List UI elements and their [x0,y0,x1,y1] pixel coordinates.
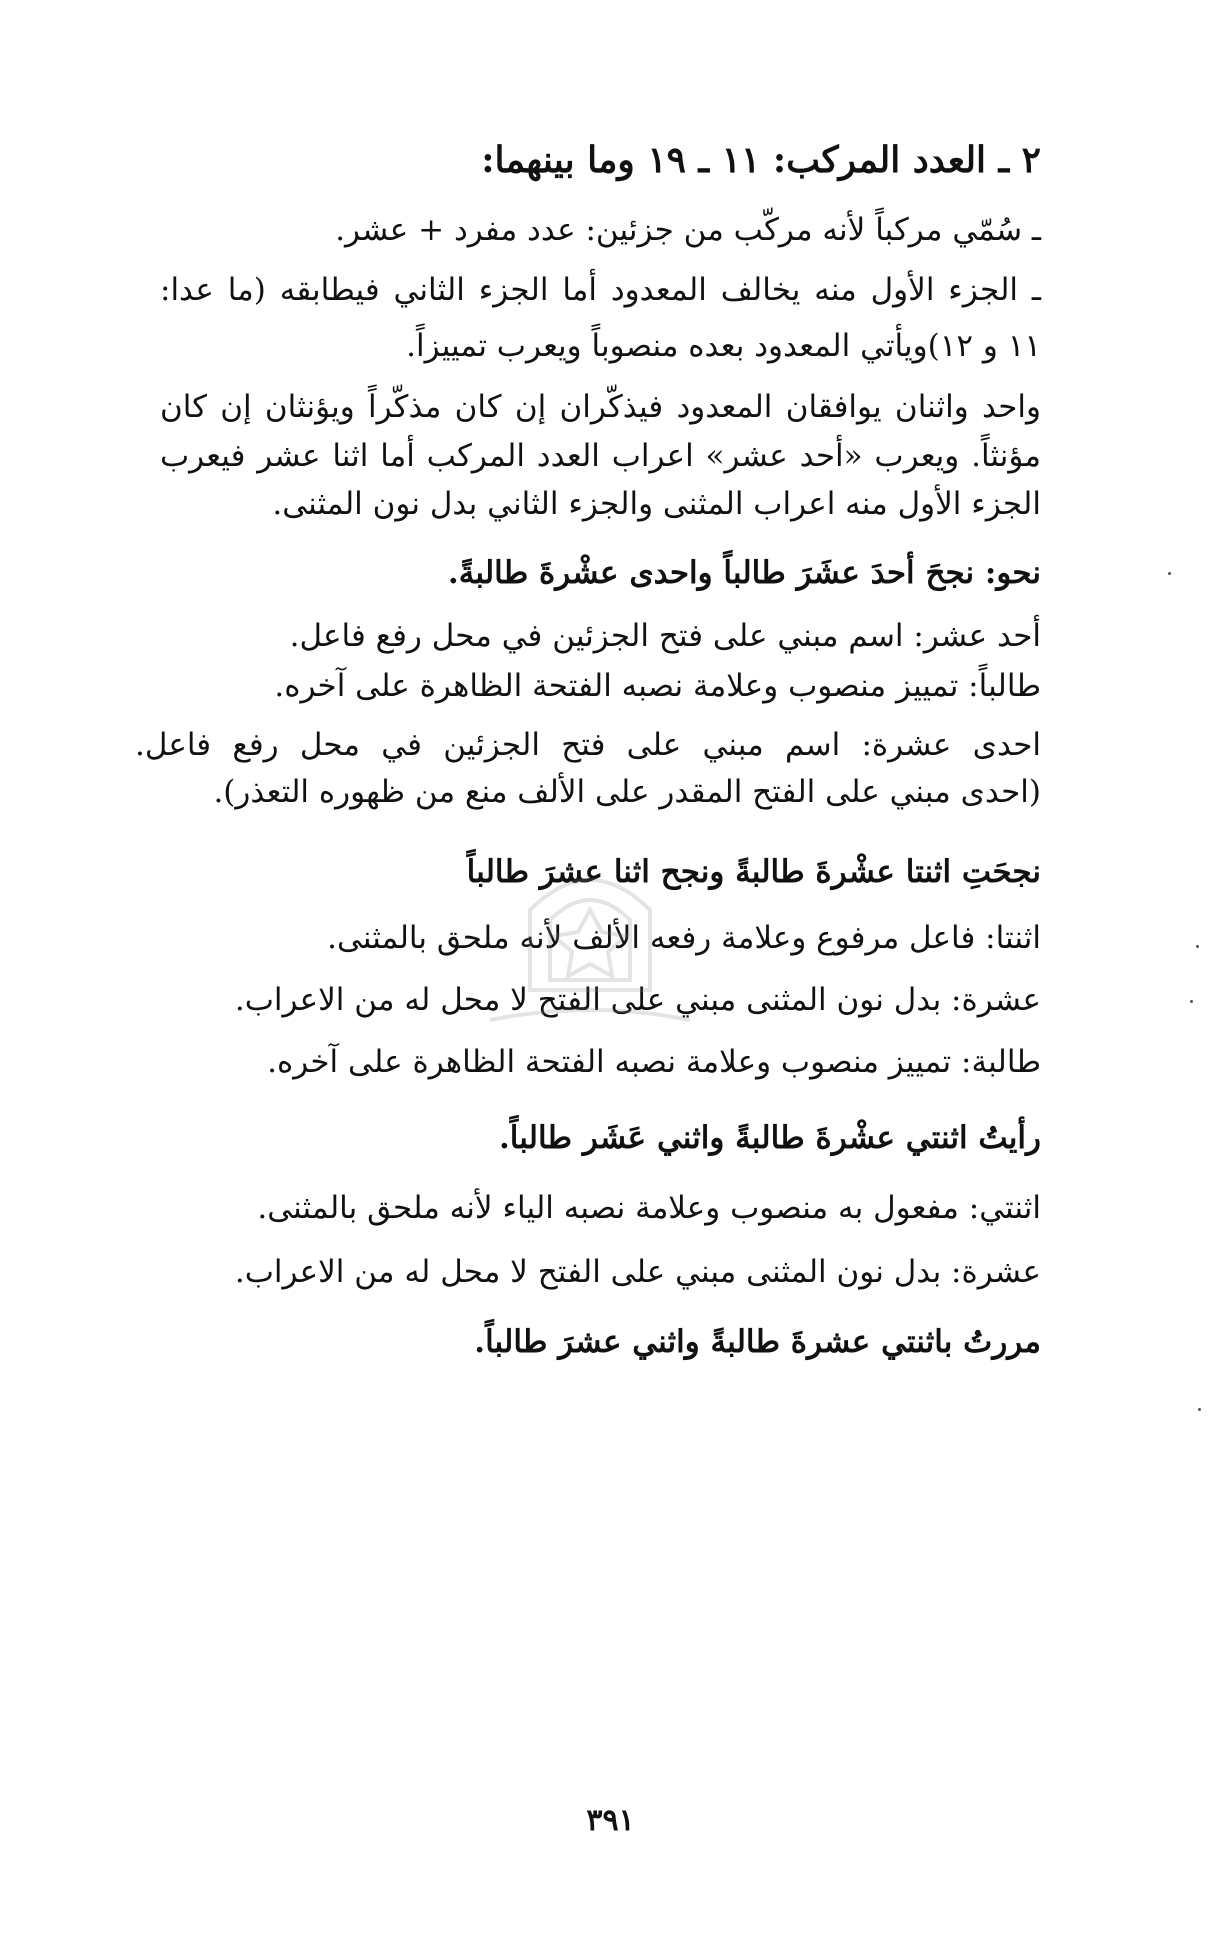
parse-line-9: عشرة: بدل نون المثنى مبني على الفتح لا محل له من الاعراب. [234,1254,1041,1290]
example-line-3: رأيتُ اثنتي عشْرةَ طالبةً واثني عَشَر طالباً. [498,1120,1041,1156]
text-line-2: ـ الجزء الأول منه يخالف المعدود أما الجزء الثاني فيطابقه (ما عدا: [160,272,1041,308]
parse-line-7: طالبة: تمييز منصوب وعلامة نصبه الفتحة الظاهرة على آخره. [267,1044,1041,1080]
page-number: ٣٩١ [586,1803,635,1838]
seal-icon [470,840,710,1040]
parse-line-6: عشرة: بدل نون المثنى مبني على الفتح لا محل له من الاعراب. [234,982,1041,1018]
text-line-3: ١١ و ١٢)ويأتي المعدود بعده منصوباً ويعرب تمييزاً. [406,328,1041,364]
text-line-1: ـ سُمّي مركباً لأنه مركّب من جزئين: عدد مفرد + عشر. [335,212,1041,248]
example-line-2: نجحَتِ اثنتا عشْرةَ طالبةً ونجح اثنا عشرَ طالباً [466,854,1041,890]
parse-line-8: اثنتي: مفعول به منصوب وعلامة نصبه الياء لأنه ملحق بالمثنى. [257,1190,1041,1226]
text-line-5: مؤنثاً. ويعرب «أحد عشر» اعراب العدد المركب أما اثنا عشر فيعرب [160,438,1041,474]
scan-speck [1198,1408,1201,1411]
scan-speck [1168,572,1171,575]
text-line-4: واحد واثنان يوافقان المعدود فيذكّران إن كان مذكّراً ويؤنثان إن كان [160,389,1041,425]
scan-speck [1196,945,1199,948]
text-line-6: الجزء الأول منه اعراب المثنى والجزء الثاني بدل نون المثنى. [272,486,1041,522]
parse-line-1: أحد عشر: اسم مبني على فتح الجزئين في محل رفع فاعل. [289,618,1041,654]
scan-speck [1190,1000,1193,1003]
example-line-1: نحو: نجحَ أحدَ عشَرَ طالباً واحدى عشْرةَ طالبةً. [447,555,1041,591]
example-line-4: مررتُ باثنتي عشرةَ طالبةً واثني عشرَ طالباً. [474,1324,1041,1360]
parse-line-3: احدى عشرة: اسم مبني على فتح الجزئين في محل رفع فاعل. [135,727,1041,763]
section-heading: ٢ ـ العدد المركب: ١١ ـ ١٩ وما بينهما: [481,139,1041,181]
parse-line-4: (احدى مبني على الفتح المقدر على الألف منع من ظهوره التعذر). [213,774,1041,810]
parse-line-2: طالباً: تمييز منصوب وعلامة نصبه الفتحة الظاهرة على آخره. [274,668,1041,704]
parse-line-5: اثنتا: فاعل مرفوع وعلامة رفعه الألف لأنه ملحق بالمثنى. [327,920,1041,956]
